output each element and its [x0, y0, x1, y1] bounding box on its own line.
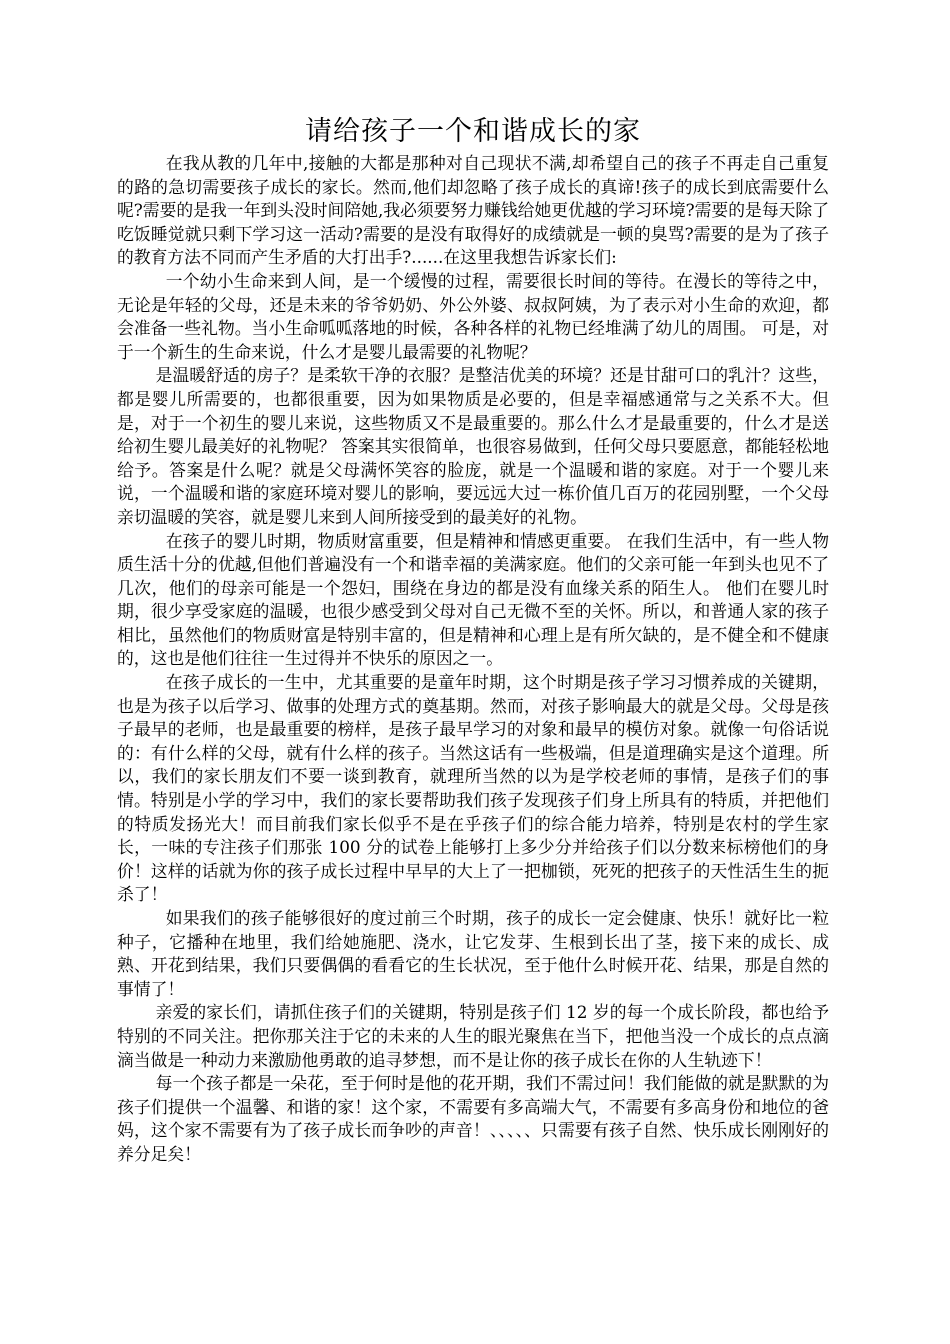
paragraph-4: 在孩子的婴儿时期，物质财富重要，但是精神和情感更重要。 在我们生活中，有一些人物质生活十分的优越,但他们普遍没有一个和谐幸福的美满家庭。他们的父亲可能一年到头也见不了几次，他们的母亲可能是一个怨妇，围绕在身边的都是没有血缘关系的陌生人。 他们在婴儿时期，很少享受家庭的温暖，也很少感受到父母对自己无微不至的关怀。所以，和普通人家的孩子相比，虽然他们的物质财富是特别丰富的，但是精神和心理上是有所欠缺的，是不健全和不健康的，这也是他们往往一生过得并不快乐的原因之一。 — [117, 530, 829, 669]
paragraph-6: 如果我们的孩子能够很好的度过前三个时期，孩子的成长一定会健康、快乐！就好比一粒种子，它播种在地里，我们给她施肥、浇水，让它发芽、生根到长出了茎，接下来的成长、成熟、开花到结果，我们只要偶偶的看看它的生长状况，至于他什么时候开花、结果，那是自然的事情了！ — [117, 908, 829, 999]
document-title: 请给孩子一个和谐成长的家 — [305, 116, 641, 147]
paragraph-1: 在我从教的几年中,接触的大都是那种对自己现状不满,却希望自己的孩子不再走自己重复的路的急切需要孩子成长的家长。然而,他们却忽略了孩子成长的真谛!孩子的成长到底需要什么呢?需要的是我一年到头没时间陪她,我必须要努力赚钱给她更优越的学习环境?需要的是每天除了吃饭睡觉就只剩下学习这一活动?需要的是没有取得好的成绩就是一顿的臭骂?需要的是为了孩子的教育方法不同而产生矛盾的大打出手?......在这里我想告诉家长们: — [117, 153, 829, 268]
paragraph-7: 亲爱的家长们，请抓住孩子们的关键期，特别是孩子们 12 岁的每一个成长阶段，都也给予特别的不同关注。把你那关注于它的未来的人生的眼光聚焦在当下，把他当没一个成长的点点滴滴当做是一种动力来激励他勇敢的追寻梦想，而不是让你的孩子成长在你的人生轨迹下！ — [117, 1002, 829, 1070]
paragraph-2: 一个幼小生命来到人间，是一个缓慢的过程，需要很长时间的等待。在漫长的等待之中，无论是年轻的父母，还是未来的爷爷奶奶、外公外婆、叔叔阿姨，为了表示对小生命的欢迎，都会准备一些礼物。当小生命呱呱落地的时候，各种各样的礼物已经堆满了幼儿的周围。 可是，对于一个新生的生命来说，什么才是婴儿最需要的礼物呢？ — [117, 270, 829, 362]
document-page — [117, 112, 829, 1167]
paragraph-8: 每一个孩子都是一朵花，至于何时是他的花开期，我们不需过问！我们能做的就是默默的为孩子们提供一个温馨、和谐的家！这个家，不需要有多高端大气，不需要有多高身份和地位的爸妈，这个家不需要有为了孩子成长而争吵的声音！、、、、、只需要有孩子自然、快乐成长刚刚好的养分足矣！ — [117, 1073, 829, 1164]
paragraph-5: 在孩子成长的一生中，尤其重要的是童年时期，这个时期是孩子学习习惯养成的关键期，也是为孩子以后学习、做事的处理方式的奠基期。然而，对孩子影响最大的就是父母。父母是孩子最早的老师，也是最重要的榜样，是孩子最早学习的对象和最早的模仿对象。就像一句俗话说的：有什么样的父母，就有什么样的孩子。当然这话有一些极端，但是道理确实是这个道理。所以，我们的家长朋友们不要一谈到教育，就理所当然的以为是学校老师的事情，是孩子们的事情。特别是小学的学习中，我们的家长要帮助我们孩子发现孩子们身上所具有的特质，并把他们的特质发扬光大！而目前我们家长似乎不是在乎孩子们的综合能力培养，特别是农村的学生家长，一味的专注孩子们那张 100 分的试卷上能够打上多少分并给孩子们以分数来标榜他们的身价！这样的话就为你的孩子成长过程中早早的大上了一把枷锁，死死的把孩子的天性活生生的扼杀了！ — [117, 672, 829, 905]
paragraph-3: 是温暖舒适的房子？是柔软干净的衣服？是整洁优美的环境？还是甘甜可口的乳汁？这些，都是婴儿所需要的，也都很重要，因为如果物质是必要的，但是幸福感通常与之关系不大。但是，对于一个初生的婴儿来说，这些物质又不是最重要的。那么什么才是最重要的，什么才是送给初生婴儿最美好的礼物呢？ 答案其实很简单，也很容易做到，任何父母只要愿意，都能轻松地给予。答案是什么呢？就是父母满怀笑容的脸庞，就是一个温暖和谐的家庭。对于一个婴儿来说，一个温暖和谐的家庭环境对婴儿的影响，要远远大过一栋价值几百万的花园别墅，一个父母亲切温暖的笑容，就是婴儿来到人间所接受到的最美好的礼物。 — [117, 365, 829, 527]
